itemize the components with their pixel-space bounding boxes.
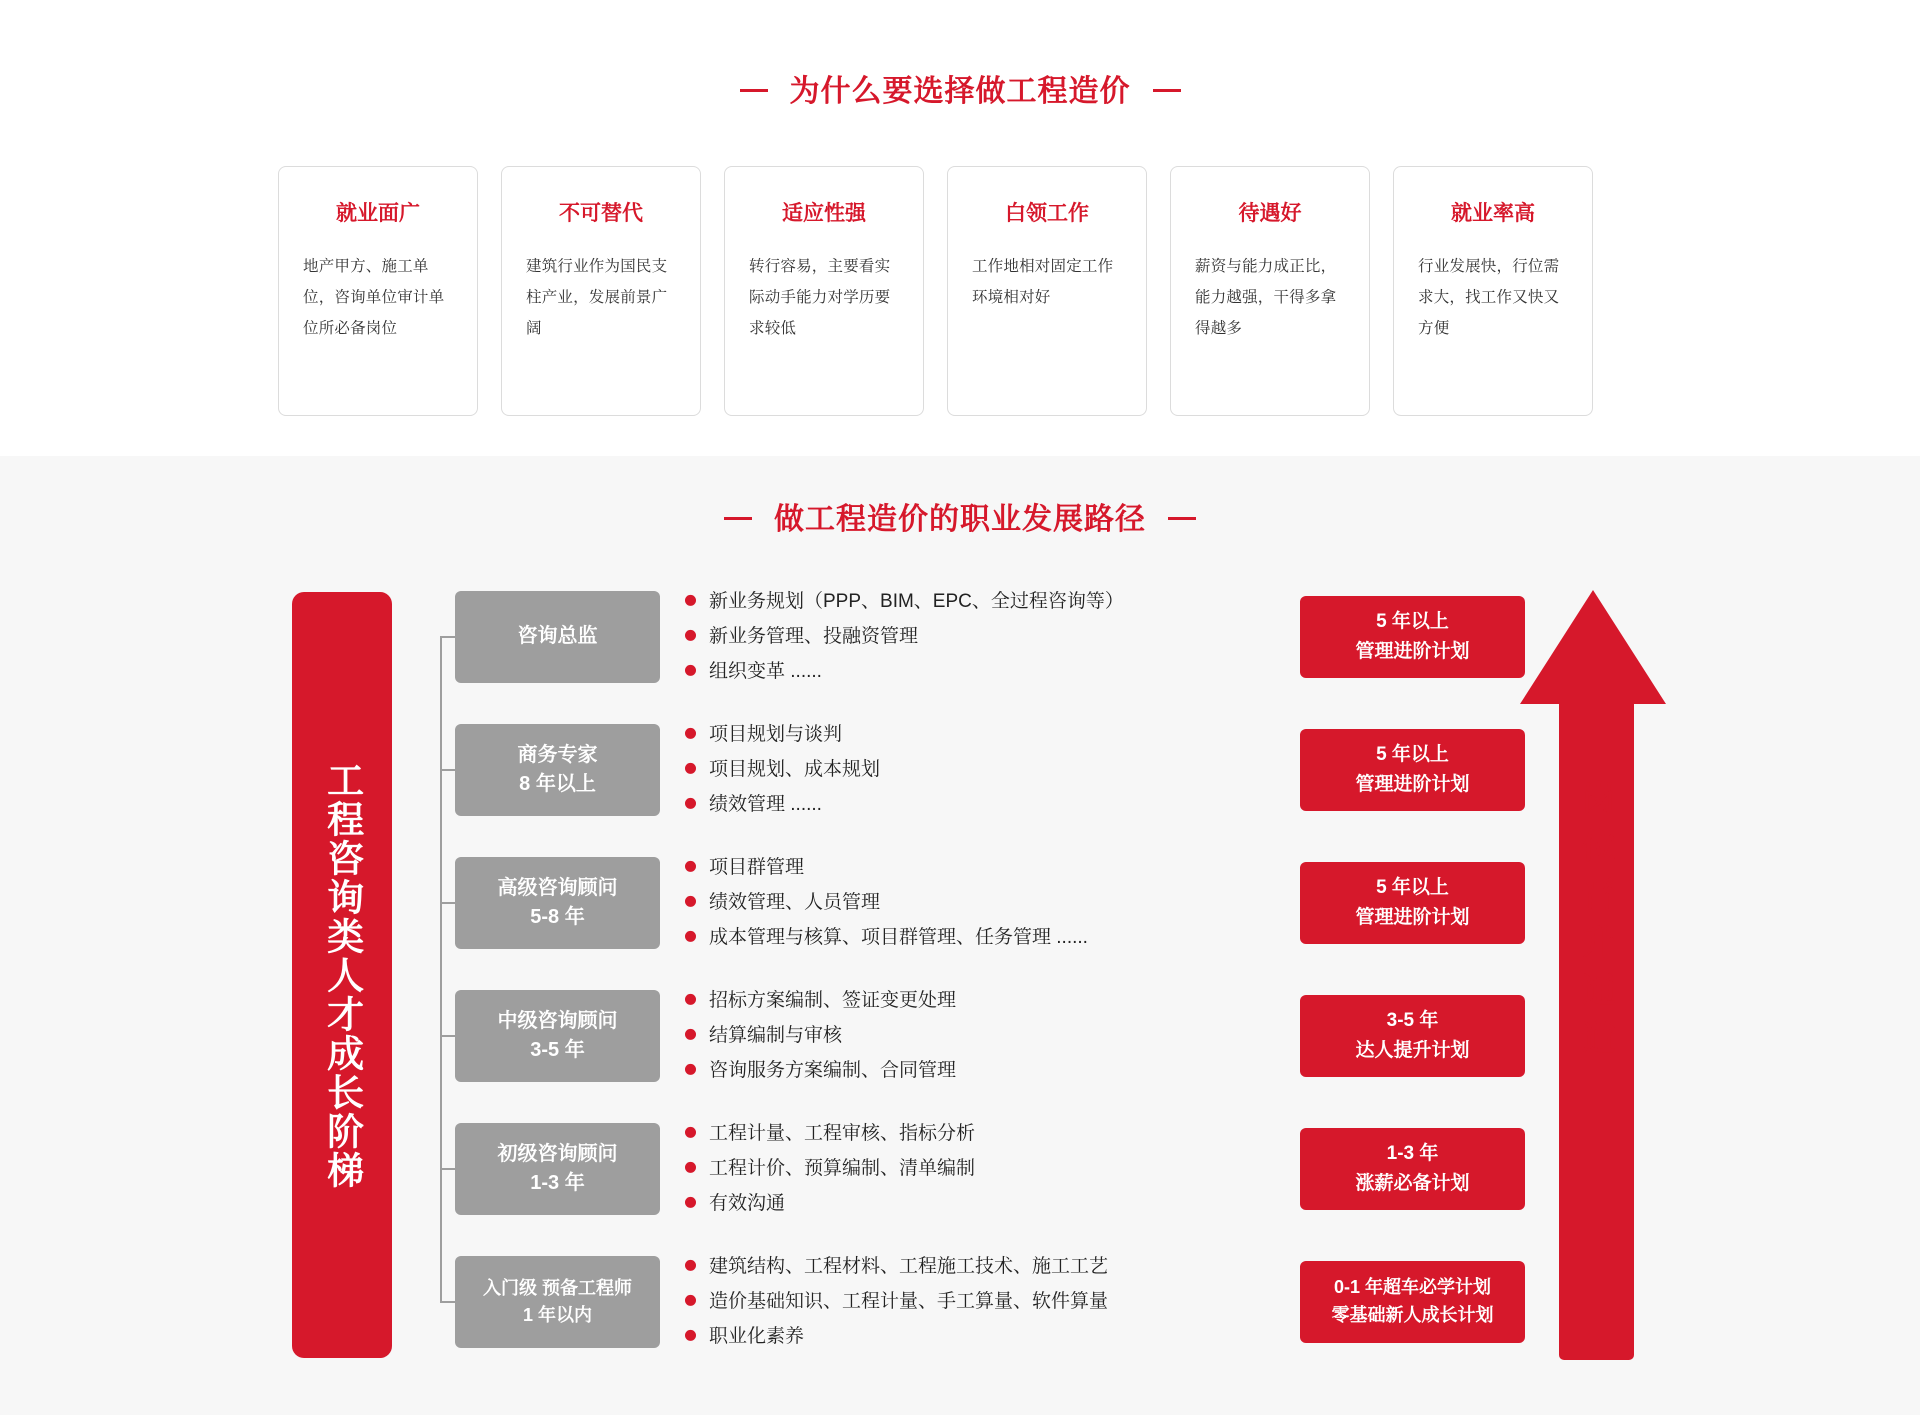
- row-connector: [440, 836, 455, 969]
- bullet-list: [685, 580, 1285, 692]
- bullet-dot-icon: [685, 1029, 696, 1040]
- bullet-item: [685, 1154, 1285, 1183]
- arrow-label-text: 岗位晋升通道: [1576, 780, 1614, 1068]
- card-text: 行业发展快，行位需求大，找工作又快又方便: [1418, 258, 1560, 337]
- title-dash-right: [1153, 89, 1181, 92]
- bullet-item: [685, 755, 1285, 784]
- stage-title: 咨询总监: [517, 625, 598, 647]
- bullet-list: [685, 713, 1285, 825]
- bullet-dot-icon: [685, 1197, 696, 1208]
- bullet-text: 工程计价、预算编制、清单编制: [709, 1157, 976, 1179]
- bullet-text: 结算编制与审核: [709, 1024, 843, 1046]
- plan-badge: [1300, 1261, 1525, 1343]
- stage-title: 中级咨询顾问: [497, 1009, 618, 1032]
- advantage-card: [724, 166, 924, 416]
- stage-subtitle: 8 年以上: [519, 772, 596, 795]
- bullet-dot-icon: [685, 1064, 696, 1075]
- bullet-text: 职业化素养: [709, 1326, 805, 1348]
- arrow-label: [1500, 780, 1690, 1074]
- card-title: 就业面广: [336, 202, 420, 225]
- plan-line1: 5 年以上: [1376, 744, 1449, 766]
- card-title: 适应性强: [782, 202, 866, 225]
- section2-title-text: 做工程造价的职业发展路径: [774, 503, 1146, 536]
- bullet-dot-icon: [685, 1295, 696, 1306]
- bullet-text: 招标方案编制、签证变更处理: [709, 989, 957, 1011]
- bullet-list: [685, 979, 1285, 1091]
- bullet-text: 项目群管理: [709, 856, 805, 878]
- bullet-item: [685, 790, 1285, 819]
- bullet-dot-icon: [685, 1126, 696, 1137]
- bullet-item: [685, 923, 1285, 952]
- card-text: 薪资与能力成正比，能力越强，干得多拿得越多: [1195, 258, 1337, 337]
- plan-line2: 管理进阶计划: [1355, 773, 1470, 795]
- bullet-text: 新业务规划（PPP、BIM、EPC、全过程咨询等）: [709, 590, 1124, 612]
- ladder-row: [440, 1235, 1590, 1368]
- bullet-item: [685, 852, 1285, 881]
- bullet-dot-icon: [685, 763, 696, 774]
- advantage-card-list: [278, 166, 1593, 416]
- bullet-dot-icon: [685, 727, 696, 738]
- bullet-dot-icon: [685, 1330, 696, 1341]
- stage-subtitle: 3-5 年: [530, 1038, 585, 1061]
- stage-title: 商务专家: [517, 743, 598, 766]
- plan-badge: [1300, 596, 1525, 678]
- plan-badge: [1300, 1128, 1525, 1210]
- stage-subtitle: 1-3 年: [530, 1171, 585, 1194]
- bullet-text: 项目规划与谈判: [709, 723, 843, 745]
- bullet-item: [685, 657, 1285, 686]
- advantage-card: [947, 166, 1147, 416]
- title-dash-right: [1168, 517, 1196, 520]
- bullet-item: [685, 985, 1285, 1014]
- stage-title: 入门级 预备工程师: [482, 1278, 632, 1299]
- bullet-item: [685, 1056, 1285, 1085]
- bullet-text: 项目规划、成本规划: [709, 758, 881, 780]
- bullet-item: [685, 888, 1285, 917]
- bullet-dot-icon: [685, 1259, 696, 1270]
- card-title: 白领工作: [1005, 202, 1089, 225]
- bullet-text: 造价基础知识、工程计量、手工算量、软件算量: [709, 1290, 1109, 1312]
- card-text: 地产甲方、施工单位，咨询单位审计单位所必备岗位: [303, 258, 445, 337]
- stage-box: [455, 591, 660, 683]
- bullet-item: [685, 1189, 1285, 1218]
- bullet-list: [685, 1112, 1285, 1224]
- section1-title: [0, 66, 1920, 110]
- section1-title-text: 为什么要选择做工程造价: [789, 75, 1131, 108]
- bullet-item: [685, 586, 1285, 615]
- ladder-row: [440, 1102, 1590, 1235]
- bullet-text: 组织变革 ......: [709, 661, 822, 683]
- bullet-text: 咨询服务方案编制、合同管理: [709, 1060, 957, 1082]
- bullet-item: [685, 1021, 1285, 1050]
- bullet-dot-icon: [685, 665, 696, 676]
- ladder-row: [440, 570, 1590, 703]
- stage-box: [455, 724, 660, 816]
- ladder-left-banner-text: 工程咨询类人才成长阶梯: [321, 760, 363, 1190]
- stage-box: [455, 1123, 660, 1215]
- row-connector: [440, 570, 455, 703]
- bullet-item: [685, 1322, 1285, 1351]
- plan-line2: 管理进阶计划: [1355, 640, 1470, 662]
- bullet-dot-icon: [685, 630, 696, 641]
- bullet-text: 工程计量、工程审核、指标分析: [709, 1122, 976, 1144]
- card-title: 就业率高: [1451, 202, 1535, 225]
- bullet-dot-icon: [685, 896, 696, 907]
- plan-line2: 管理进阶计划: [1355, 906, 1470, 928]
- plan-badge: [1300, 862, 1525, 944]
- card-title: 待遇好: [1238, 202, 1302, 225]
- promotion-arrow: [1500, 590, 1690, 1360]
- plan-badge: [1300, 729, 1525, 811]
- advantage-card: [278, 166, 478, 416]
- row-connector: [440, 703, 455, 836]
- stage-title: 高级咨询顾问: [497, 876, 618, 899]
- bullet-list: [685, 846, 1285, 958]
- card-text: 转行容易，主要看实际动手能力对学历要求较低: [749, 258, 891, 337]
- plan-line1: 3-5 年: [1386, 1010, 1439, 1032]
- advantage-card: [1170, 166, 1370, 416]
- bullet-text: 有效沟通: [709, 1193, 786, 1215]
- section2-title: [0, 494, 1920, 538]
- title-dash-left: [724, 517, 752, 520]
- bullet-item: [685, 622, 1285, 651]
- bullet-item: [685, 1118, 1285, 1147]
- advantage-card: [501, 166, 701, 416]
- plan-line1: 1-3 年: [1386, 1143, 1439, 1165]
- plan-line1: 5 年以上: [1376, 877, 1449, 899]
- bullet-dot-icon: [685, 594, 696, 605]
- row-connector: [440, 969, 455, 1102]
- bullet-text: 成本管理与核算、项目群管理、任务管理 ......: [709, 927, 1088, 949]
- bullet-text: 新业务管理、投融资管理: [709, 625, 919, 647]
- ladder-row: [440, 836, 1590, 969]
- bullet-item: [685, 719, 1285, 748]
- stage-subtitle: 1 年以内: [522, 1304, 592, 1325]
- stage-box: [455, 990, 660, 1082]
- ladder-row: [440, 969, 1590, 1102]
- bullet-dot-icon: [685, 931, 696, 942]
- bullet-item: [685, 1287, 1285, 1316]
- plan-line1: 5 年以上: [1376, 611, 1449, 633]
- bullet-dot-icon: [685, 860, 696, 871]
- bullet-dot-icon: [685, 1162, 696, 1173]
- bullet-text: 建筑结构、工程材料、工程施工技术、施工工艺: [709, 1255, 1109, 1277]
- bullet-text: 绩效管理 ......: [709, 794, 822, 816]
- bullet-list: [685, 1245, 1285, 1357]
- ladder-left-banner: [292, 592, 392, 1358]
- row-connector: [440, 1102, 455, 1235]
- card-title: 不可替代: [559, 202, 643, 225]
- bullet-text: 绩效管理、人员管理: [709, 891, 881, 913]
- plan-line2: 涨薪必备计划: [1355, 1172, 1470, 1194]
- bullet-dot-icon: [685, 798, 696, 809]
- stage-title: 初级咨询顾问: [497, 1142, 618, 1165]
- ladder-row: [440, 703, 1590, 836]
- plan-line2: 零基础新人成长计划: [1331, 1304, 1494, 1325]
- bullet-dot-icon: [685, 993, 696, 1004]
- bullet-item: [685, 1251, 1285, 1280]
- career-ladder-diagram: [0, 570, 1920, 1370]
- stage-box: [455, 857, 660, 949]
- stage-box: [455, 1256, 660, 1348]
- title-dash-left: [740, 89, 768, 92]
- card-text: 工作地相对固定工作环境相对好: [972, 258, 1114, 306]
- stage-subtitle: 5-8 年: [530, 905, 585, 928]
- advantage-card: [1393, 166, 1593, 416]
- plan-line2: 达人提升计划: [1355, 1039, 1470, 1061]
- ladder-rows: [440, 570, 1590, 1368]
- card-text: 建筑行业作为国民支柱产业，发展前景广阔: [526, 258, 668, 337]
- plan-badge: [1300, 995, 1525, 1077]
- arrow-head-icon: [1520, 590, 1666, 704]
- plan-line1: 0-1 年超车必学计划: [1333, 1276, 1492, 1297]
- row-connector: [440, 1235, 455, 1368]
